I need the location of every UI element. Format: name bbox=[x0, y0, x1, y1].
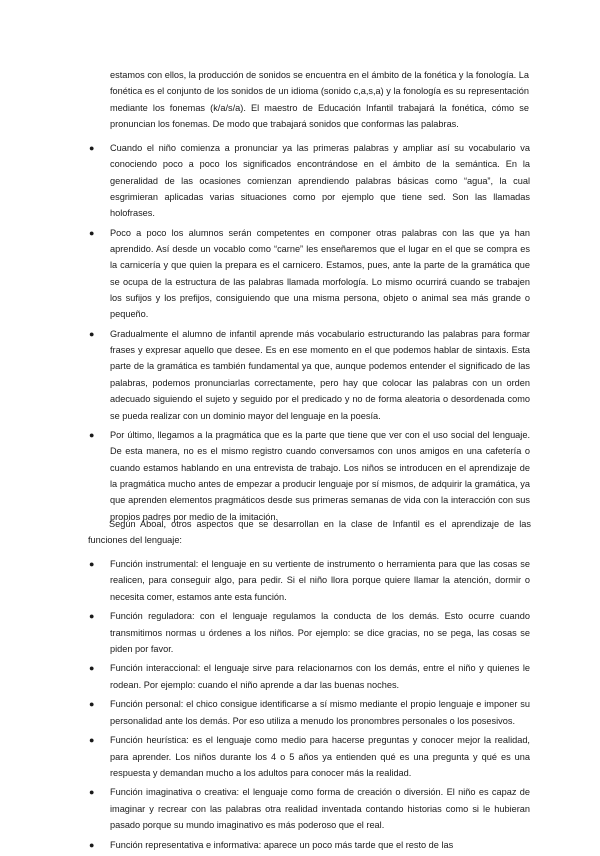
list-item-text: Por último, llegamos a la pragmática que es la parte que tiene que ver con el uso social del lenguaje. De esta manera, no es el mismo registro cuando conversamos con unos amigos en una cafetería o cuando estamos hablando en una entrevista de trabajo. Los niños se introducen en el aprendizaje de la pragmática mucho antes de empezar a producir lenguaje por sí mismos, de adquirir la gramática, ya que aprenden elementos pragmáticos desde sus primeras semanas de vida con la interacción con sus propios padres por medio de la imitación. bbox=[110, 429, 530, 522]
list-item-text: Función heurística: es el lenguaje como medio para hacerse preguntas y conocer mejor la realidad, para aprender. Los niños durante los 4 o 5 años ya entienden qué es una pregunta y qué es una respuesta y demandan mucho a los adultos para conocer más la realidad. bbox=[110, 735, 530, 778]
list-item-text: Función imaginativa o creativa: el lenguaje como forma de creación o diversión. El niño es capaz de imaginar y recrear con las palabras otra realidad inventada contando historias como si le hubieran pasado porque su mundo imaginativo es más poderoso que el real. bbox=[110, 787, 530, 831]
language-stages-list bbox=[0, 140, 600, 528]
list-item bbox=[0, 660, 600, 693]
list-item-text: Función interaccional: el lenguaje sirve para relacionarnos con los demás, entre el niño y quienes le rodean. Por ejemplo: cuando el niño aprende a dar las buenas noches. bbox=[110, 663, 530, 690]
list-item bbox=[0, 608, 600, 657]
list-item bbox=[0, 225, 600, 323]
list-item bbox=[0, 732, 600, 781]
list-item bbox=[0, 837, 600, 853]
list-item-text: Gradualmente el alumno de infantil aprende más vocabulario estructurando las palabras para formar frases y expresar aquello que desee. Es en ese momento en el que podemos hablar de sintaxis. Esta parte de la gramática es también fundamental ya que, aunque podemos entender el significado de las palabras, podemos pronunciarlas correctamente, pero hay que colocar las palabras con un orden adecuado siguiendo el sujeto y seguido por el predicado y no de forma aleatoria o desordenada como se pueda realizar con un dominio mayor del lenguaje en la poesía. bbox=[110, 328, 530, 421]
intro-paragraph: Según Aboal, otros aspectos que se desarrollan en la clase de Infantil es el aprendizaje de las funciones del lenguaje: bbox=[88, 519, 531, 546]
bullet-icon: ● bbox=[89, 227, 95, 238]
list-item bbox=[0, 784, 600, 833]
list-item-text: Cuando el niño comienza a pronunciar ya las primeras palabras y ampliar así su vocabulario va conociendo poco a poco los significados encontrándose en el ámbito de la semántica. En la generalidad de las ocasiones comienzan aprendiendo palabras básicas como “agua”, la cual esgrimieran aplicadas varias situaciones como por ejemplo que tiene sed. Son las llamadas holofrases. bbox=[110, 143, 530, 219]
list-item bbox=[0, 696, 600, 729]
continuation-paragraph: estamos con ellos, la producción de sonidos se encuentra en el ámbito de la fonética y la fonología. La fonética es el conjunto de los sonidos de un idioma (sonido c,a,s,a) y la fonología es su representación mediante los fonemas (k/a/s/a). El maestro de Educación Infantil trabajará la fonética, cómo se pronuncian los fonemas. De modo que trabajará sonidos que conformas las palabras. bbox=[110, 70, 529, 130]
list-item bbox=[0, 556, 600, 605]
bullet-icon: ● bbox=[89, 559, 95, 569]
list-item-text: Función representativa e informativa: aparece un poco más tarde que el resto de las bbox=[110, 839, 454, 850]
bullet-icon: ● bbox=[89, 611, 95, 622]
language-functions-list bbox=[0, 556, 600, 856]
list-item-text: Poco a poco los alumnos serán competentes en componer otras palabras con las que ya han aprendido. Así desde un vocablo como “carne” les enseñaremos que el lugar en el que se compra es la carnicería y que quien la prepara es el carnicero. Estamos, pues, ante la parte de la gramática que se ocupa de la estructura de las palabras llamada morfología. Lo mismo ocurrirá cuando se trabajen los sufijos y los prefijos, consiguiendo que una misma persona, objeto o animal sea más grande o pequeño. bbox=[110, 227, 530, 320]
bullet-icon: ● bbox=[89, 735, 95, 746]
bullet-icon: ● bbox=[89, 699, 95, 710]
bullet-icon: ● bbox=[89, 839, 95, 850]
bullet-icon: ● bbox=[89, 787, 95, 798]
list-item-text: Función instrumental: el lenguaje en su vertiente de instrumento o herramienta para que las cosas se realicen, para conseguir algo, para pedir. Si el niño llora porque quiere llamar la atención, dormir o necesita comer, estamos ante esta función. bbox=[110, 559, 530, 602]
bullet-icon: ● bbox=[89, 328, 95, 339]
bullet-icon: ● bbox=[89, 429, 95, 440]
list-item bbox=[0, 427, 600, 525]
list-item bbox=[0, 140, 600, 222]
list-item-text: Función reguladora: con el lenguaje regulamos la conducta de los demás. Esto ocurre cuando transmitimos normas u órdenes a los niños. Por ejemplo: se dice gracias, no se pega, las cosas se piden por favor. bbox=[110, 611, 530, 654]
bullet-icon: ● bbox=[89, 663, 95, 674]
list-item-text: Función personal: el chico consigue identificarse a sí mismo mediante el propio lenguaje e imponer su personalidad ante los demás. Por eso utiliza a menudo los pronombres personales o los posesivos. bbox=[110, 699, 530, 726]
bullet-icon: ● bbox=[89, 143, 95, 153]
list-item bbox=[0, 326, 600, 424]
